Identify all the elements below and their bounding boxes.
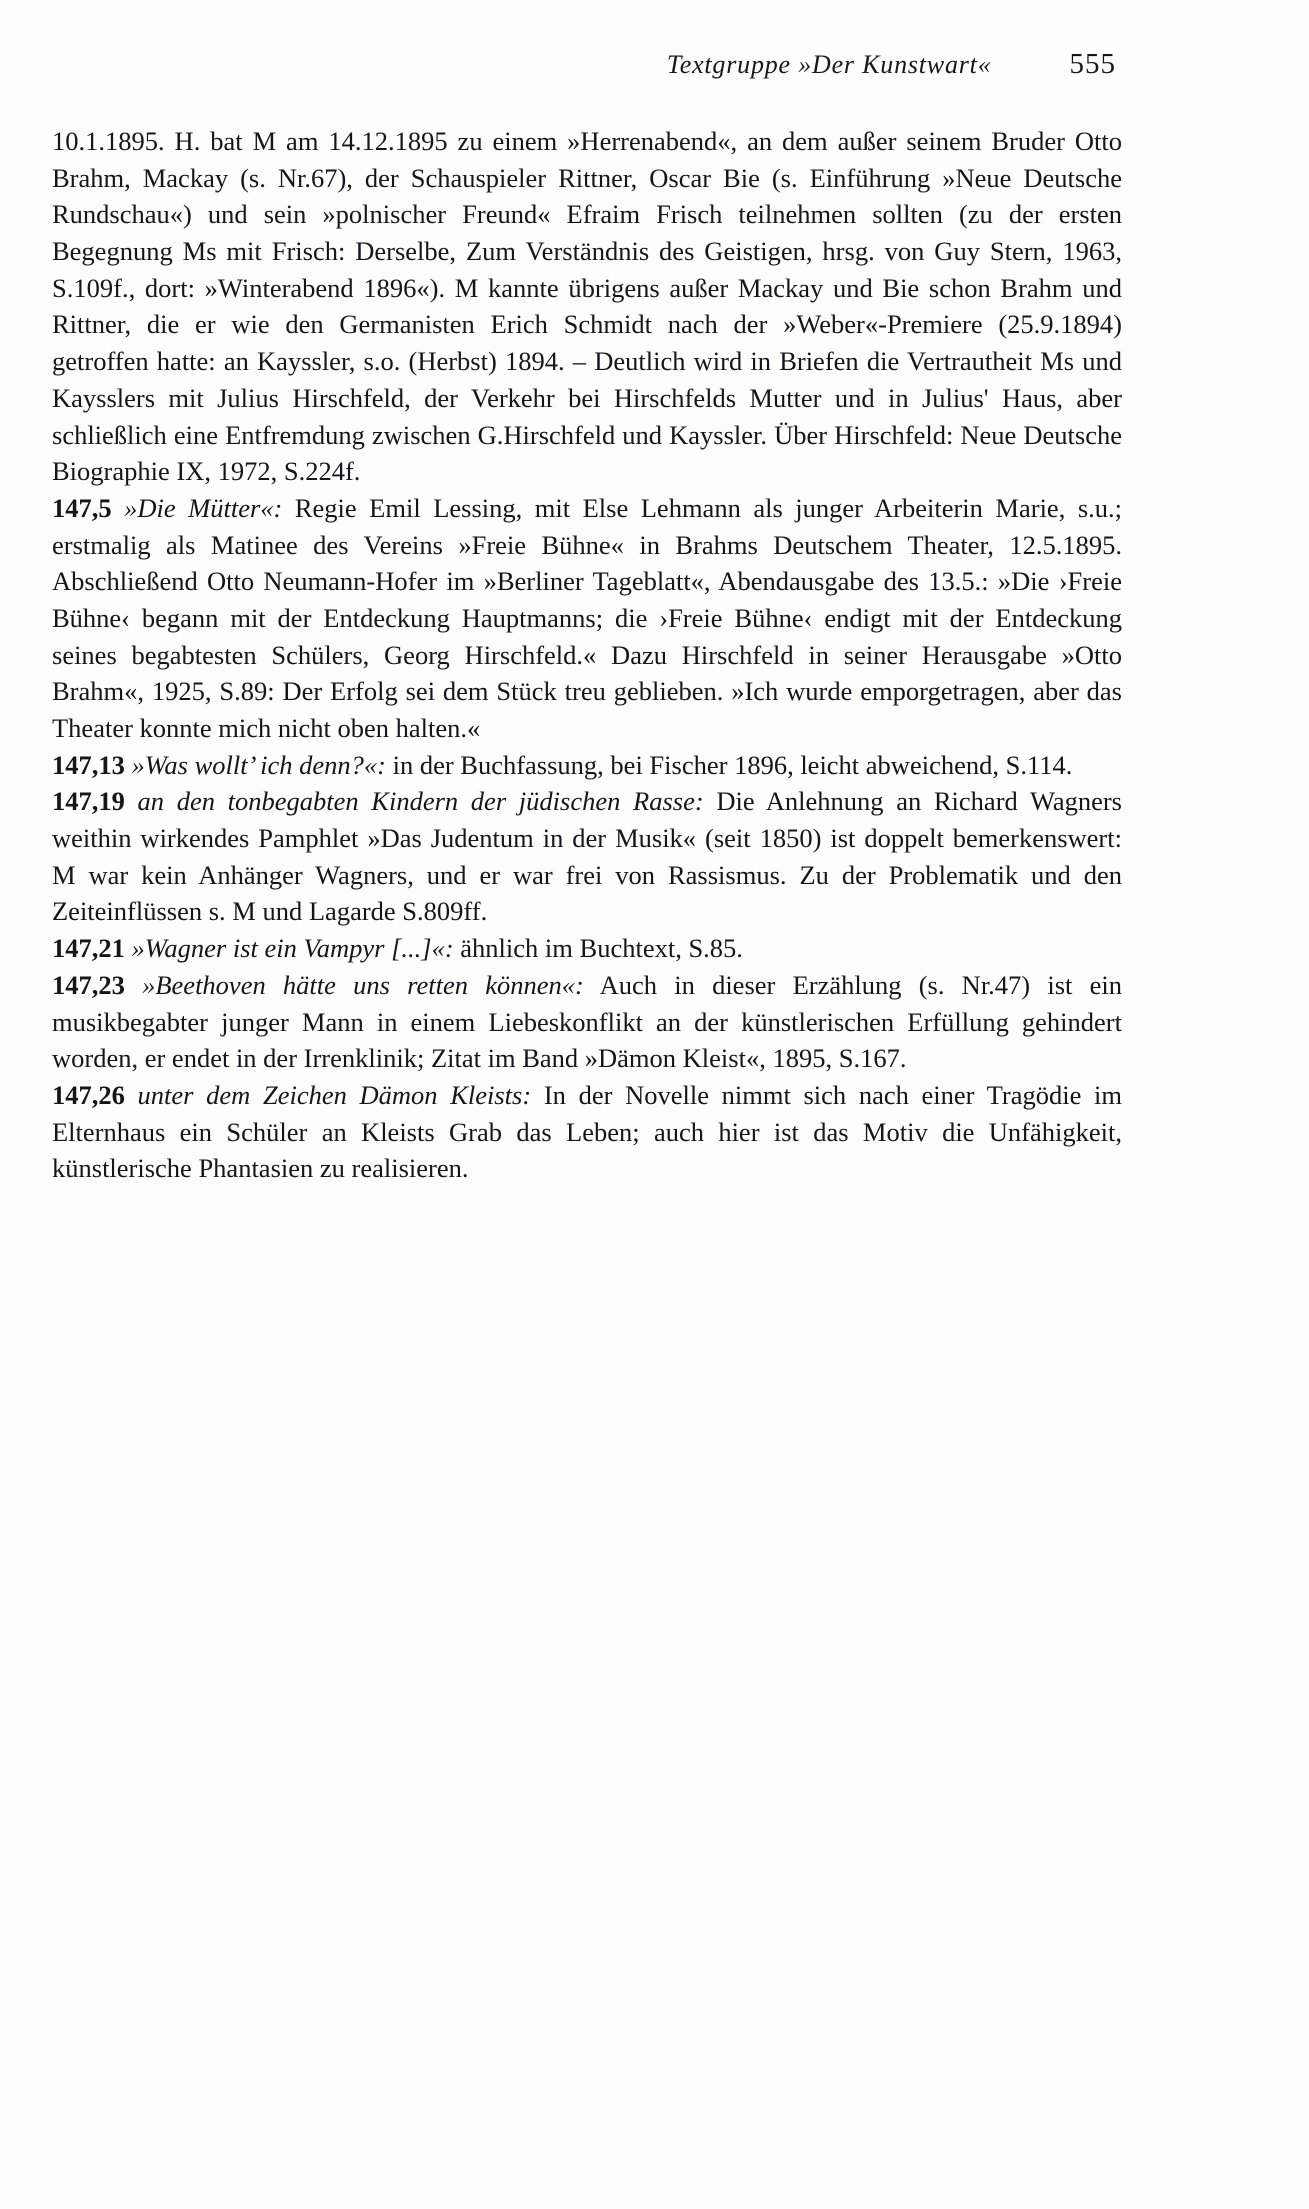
- paragraph-text: 10.1.1895. H. bat M am 14.12.1895 zu einem »Herrenabend«, an dem außer seinem Bruder Otto Brahm, Mackay (s. Nr.67), der Schauspieler Rittner, Oscar Bie (s. Einführung »Neue Deutsche Rundschau«) und sein »polnischer Freund« Efraim Frisch teilnehmen sollten (zu der ersten Begegnung Ms mit Frisch: Derselbe, Zum Verständnis des Geistigen, hrsg. von Guy Stern, 1963, S.109f., dort: »Winterabend 1896«). M kannte übrigens außer Mackay und Bie schon Brahm und Rittner, die er wie den Germanisten Erich Schmidt nach der »Weber«-Premiere (25.9.1894) getroffen hatte: an Kayssler, s.o. (Herbst) 1894. – Deutlich wird in Briefen die Vertrautheit Ms und Kaysslers mit Julius Hirschfeld, der Verkehr bei Hirschfelds Mutter und in Julius' Haus, aber schließlich eine Entfremdung zwischen G.Hirschfeld und Kayssler. Über Hirschfeld: Neue Deutsche Biographie IX, 1972, S.224f.: [52, 126, 1122, 487]
- lemma-reference: 147,13: [52, 749, 125, 780]
- paragraph-text: ähnlich im Buchtext, S.85.: [453, 933, 743, 964]
- paragraph-text: Regie Emil Lessing, mit Else Lehmann als junger Arbeiterin Marie, s.u.; erstmalig als Matinee des Vereins »Freie Bühne« in Brahms Deutschem Theater, 12.5.1895. Abschließend Otto Neumann-Hofer im »Berliner Tageblatt«, Abendausgabe des 13.5.: »Die ›Freie Bühne‹ begann mit der Entdeckung Hauptmanns; die ›Freie Bühne‹ endigt mit der Entdeckung seines begabtesten Schülers, Georg Hirschfeld.« Dazu Hirschfeld in seiner Herausgabe »Otto Brahm«, 1925, S.89: Der Erfolg sei dem Stück treu geblieben. »Ich wurde emporgetragen, aber das Theater konnte mich nicht oben halten.«: [52, 492, 1122, 743]
- lemma-headword: »Beethoven hätte uns retten können«:: [142, 969, 584, 1000]
- paragraph-lemma-entry: [52, 490, 1122, 747]
- page-content: [52, 48, 1122, 1187]
- paragraph-text: In der Novelle nimmt sich nach einer Tragödie im Elternhaus ein Schüler an Kleists Grab das Leben; auch hier ist das Motiv die Unfähigkeit, künstlerische Phantasien zu realisieren.: [52, 1079, 1123, 1184]
- paragraph-lemma-entry: [52, 967, 1122, 1077]
- lemma-reference: 147,21: [52, 933, 125, 964]
- paragraph-text: in der Buchfassung, bei Fischer 1896, leicht abweichend, S.114.: [385, 749, 1073, 780]
- lemma-headword: »Die Mütter«:: [124, 492, 283, 523]
- running-title: Textgruppe »Der Kunstwart«: [666, 50, 992, 79]
- page-header: [52, 48, 1122, 81]
- lemma-reference: 147,26: [52, 1079, 125, 1110]
- lemma-reference: 147,5: [52, 492, 112, 523]
- lemma-headword: unter dem Zeichen Dämon Kleists:: [137, 1079, 532, 1110]
- lemma-reference: 147,23: [52, 969, 125, 1000]
- paragraph-lemma-entry: [52, 1077, 1122, 1187]
- lemma-headword: »Wagner ist ein Vampyr [...]«:: [131, 933, 454, 964]
- paragraph-text: Auch in dieser Erzählung (s. Nr.47) ist ein musikbegabter junger Mann in einem Liebeskonflikt an der künstlerischen Erfüllung gehindert worden, er endet in der Irrenklinik; Zitat im Band »Dämon Kleist«, 1895, S.167.: [52, 969, 1122, 1074]
- page-number: 555: [1069, 48, 1116, 80]
- lemma-headword: an den tonbegabten Kindern der jüdischen Rasse:: [137, 786, 704, 817]
- paragraph-commentary: [52, 123, 1122, 490]
- paragraph-lemma-entry: [52, 930, 1122, 967]
- paragraph-lemma-entry: [52, 747, 1122, 784]
- lemma-reference: 147,19: [52, 786, 125, 817]
- paragraph-text: Die Anlehnung an Richard Wagners weithin wirkendes Pamphlet »Das Judentum in der Musik« (seit 1850) ist doppelt bemerkenswert: M war kein Anhänger Wagners, und er war frei von Rassismus. Zu der Problematik und den Zeiteinflüssen s. M und Lagarde S.809ff.: [52, 786, 1122, 927]
- paragraph-lemma-entry: [52, 783, 1122, 930]
- body-text: [52, 123, 1122, 1187]
- lemma-headword: »Was wollt’ ich denn?«:: [131, 749, 386, 780]
